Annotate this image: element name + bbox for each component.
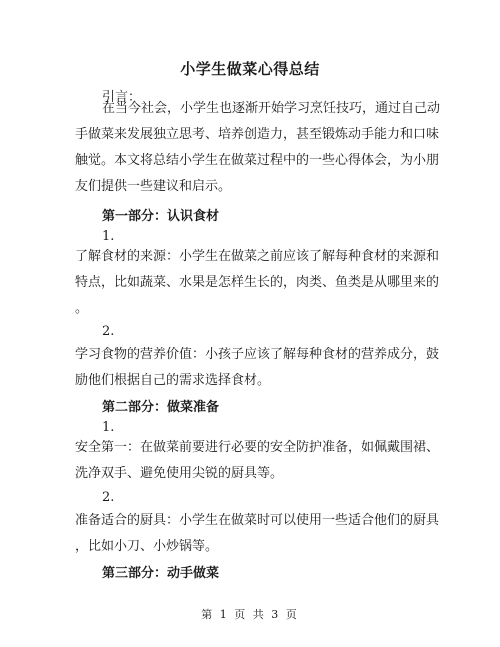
page-title: 小学生做菜心得总结: [180, 60, 320, 78]
part2-item2-number: 2.: [102, 490, 115, 505]
paragraph-line: 励他们根据自己的需求选择食材。: [75, 373, 271, 388]
part2-item1-number: 1.: [102, 420, 115, 435]
part2-item1-paragraph: [75, 435, 440, 487]
paragraph-line: 。: [75, 301, 89, 316]
intro-line: 触觉。本文将总结小学生在做菜过程中的一些心得体会，为小朋: [75, 153, 440, 168]
part2-item2-paragraph: [75, 508, 440, 560]
paragraph-line: 了解食材的来源：小学生在做菜之前应该了解每种食材的来源和: [75, 249, 440, 264]
part1-item1-number: 1.: [102, 229, 115, 244]
intro-line: 手做菜来发展独立思考、培养创造力，甚至锻炼动手能力和口味: [75, 127, 440, 142]
paragraph-line: 准备适合的厨具：小学生在做菜时可以使用一些适合他们的厨具: [75, 513, 440, 528]
page-footer: 第 1 页 共 3 页: [201, 608, 299, 621]
intro-line: 友们提供一些建议和启示。: [75, 179, 232, 194]
part1-item1-paragraph: [75, 244, 440, 322]
part2-heading: 第二部分：做菜准备: [102, 400, 220, 415]
paragraph-line: 洗净双手、避免使用尖锐的厨具等。: [75, 466, 284, 481]
paragraph-line: 特点，比如蔬菜、水果是怎样生长的，肉类、鱼类是从哪里来的: [75, 275, 440, 290]
paragraph-line: ，比如小刀、小炒锅等。: [75, 539, 219, 554]
part3-heading: 第三部分：动手做菜: [102, 566, 220, 581]
part1-item2-paragraph: [75, 342, 440, 394]
intro-line: 在当今社会，小学生也逐渐开始学习烹饪技巧，通过自己动: [102, 101, 441, 116]
intro-paragraph: [75, 96, 441, 200]
paragraph-line: 学习食物的营养价值：小孩子应该了解每种食材的营养成分，鼓: [75, 347, 440, 362]
intro-label: 引言：: [102, 90, 142, 105]
part1-item2-number: 2.: [102, 324, 115, 339]
paragraph-line: 安全第一：在做菜前要进行必要的安全防护准备，如佩戴围裙、: [75, 440, 440, 455]
part1-heading: 第一部分：认识食材: [102, 209, 220, 224]
